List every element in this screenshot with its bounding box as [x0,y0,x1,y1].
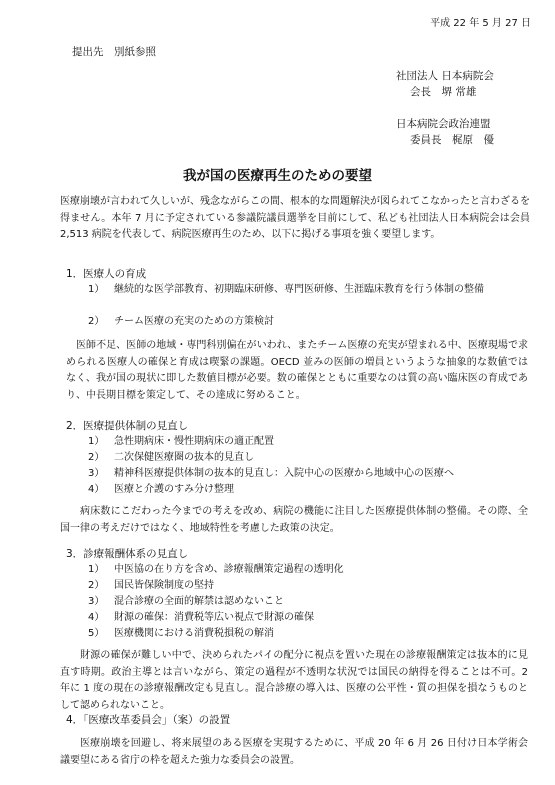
section-3-item-1 [88,562,344,578]
item-text: 医療と介護のすみ分け整理 [114,484,234,495]
item-text: 財源の確保：消費税等広い視点で財源の確保 [114,612,314,623]
section-4-body: 医療崩壊を回避し、将来展望のある医療を実現するために、平成 20 年 6 月 26 日付け日本学術会議要望にある省庁の枠を超えた強力な委員会の設置。 [60,738,528,766]
item-number: 1） [88,564,105,575]
item-number: 4） [88,612,105,623]
sender-political-league: 日本病院会政治連盟 [396,118,491,130]
section-3-body: 財源の確保が難しい中で、決められたパイの配分に視点を置いた現在の診療報酬策定は抜本的に見直す時期。政治主導とは言いながら、策定の過程が不透明な状況では国民の納得を得ることは不可。2 年に 1 度の現在の診療報酬改定も見直し。混合診療の導入は、医療の公平性・質の担保を損なうものとして認められないこと。 [60,650,528,711]
section-3-item-4 [88,610,314,626]
intro-paragraph: 医療崩壊が言われて久しいが、残念ながらこの間、根本的な問題解決が図られてこなかったと言わざるを得ません。本年 7 月に予定されている参議院議員選挙を目前にして、私ども社団法人日本病院会は会員 2,513 病院を代表して、病院医療再生のため、以下に掲げる事項を強く要望します。 [60,196,530,240]
section-1-item-1 [88,282,514,298]
section-3-item-3 [88,594,284,610]
section-2-item-4 [88,482,234,498]
document-title: 我が国の医療再生のための要望 [183,168,372,184]
section-2-item-3 [88,466,454,482]
item-number: 3） [88,596,105,607]
item-text: 精神科医療提供体制の抜本的見直し：入院中心の医療から地域中心の医療へ [114,468,454,479]
item-text: 急性期病床・慢性期病床の適正配置 [114,436,274,447]
recipient-line: 提出先 別紙参照 [72,46,156,58]
item-text: 混合診療の全面的解禁は認めないこと [114,596,284,607]
sender-president: 会長 堺 常雄 [410,86,477,98]
sender-chairman: 委員長 梶原 優 [410,134,494,146]
section-3-heading: 3．診療報酬体系の見直し [66,548,189,560]
item-text: 中医協の在り方を含め、診療報酬策定過程の透明化 [114,564,344,575]
item-text: 二次保健医療圏の抜本的見直し [114,452,254,463]
section-4-heading: 4．「医療改革委員会」（案）の設置 [66,714,231,726]
section-2-heading: 2．医療提供体制の見直し [66,420,189,432]
item-number: 1） [88,284,105,295]
item-number: 5） [88,628,105,639]
sender-organization: 社団法人 日本病院会 [396,70,494,82]
item-text: チーム医療の充実のための方策検討 [114,316,274,327]
section-3-item-2 [88,578,214,594]
section-1-heading: 1．医療人の育成 [66,268,147,280]
item-text: 継続的な医学部教育、初期臨床研修、専門医研修、生涯臨床教育を行う体制の整備 [114,284,484,295]
item-number: 2） [88,452,105,463]
item-number: 2） [88,316,105,327]
section-3-item-5 [88,626,274,642]
item-text: 医療機関における消費税損税の解消 [114,628,274,639]
document-date: 平成 22 年 5 月 27 日 [430,18,531,29]
item-text: 国民皆保険制度の堅持 [114,580,214,591]
item-number: 2） [88,580,105,591]
item-number: 1） [88,436,105,447]
section-2-item-1 [88,434,274,450]
section-1-item-2 [88,314,274,330]
section-2-body: 病床数にこだわった今までの考えを改め、病院の機能に注目した医療提供体制の整備。その際、全国一律の考えだけではなく、地域特性を考慮した政策の決定。 [60,506,528,534]
item-number: 3） [88,468,105,479]
item-number: 4） [88,484,105,495]
section-2-item-2 [88,450,254,466]
section-1-body: 医師不足、医師の地域・専門科別偏在がいわれ、またチーム医療の充実が望まれる中、医療現場で求められる医療人の確保と育成は喫緊の課題。OECD 並みの医師の増員というような抽象的な数値ではなく、我が国の現状に即した数値目標が必要。数の確保とともに重要なのは質の高い臨床医の育成であり、中長期目標を策定して、その達成に努めること。 [66,340,528,401]
